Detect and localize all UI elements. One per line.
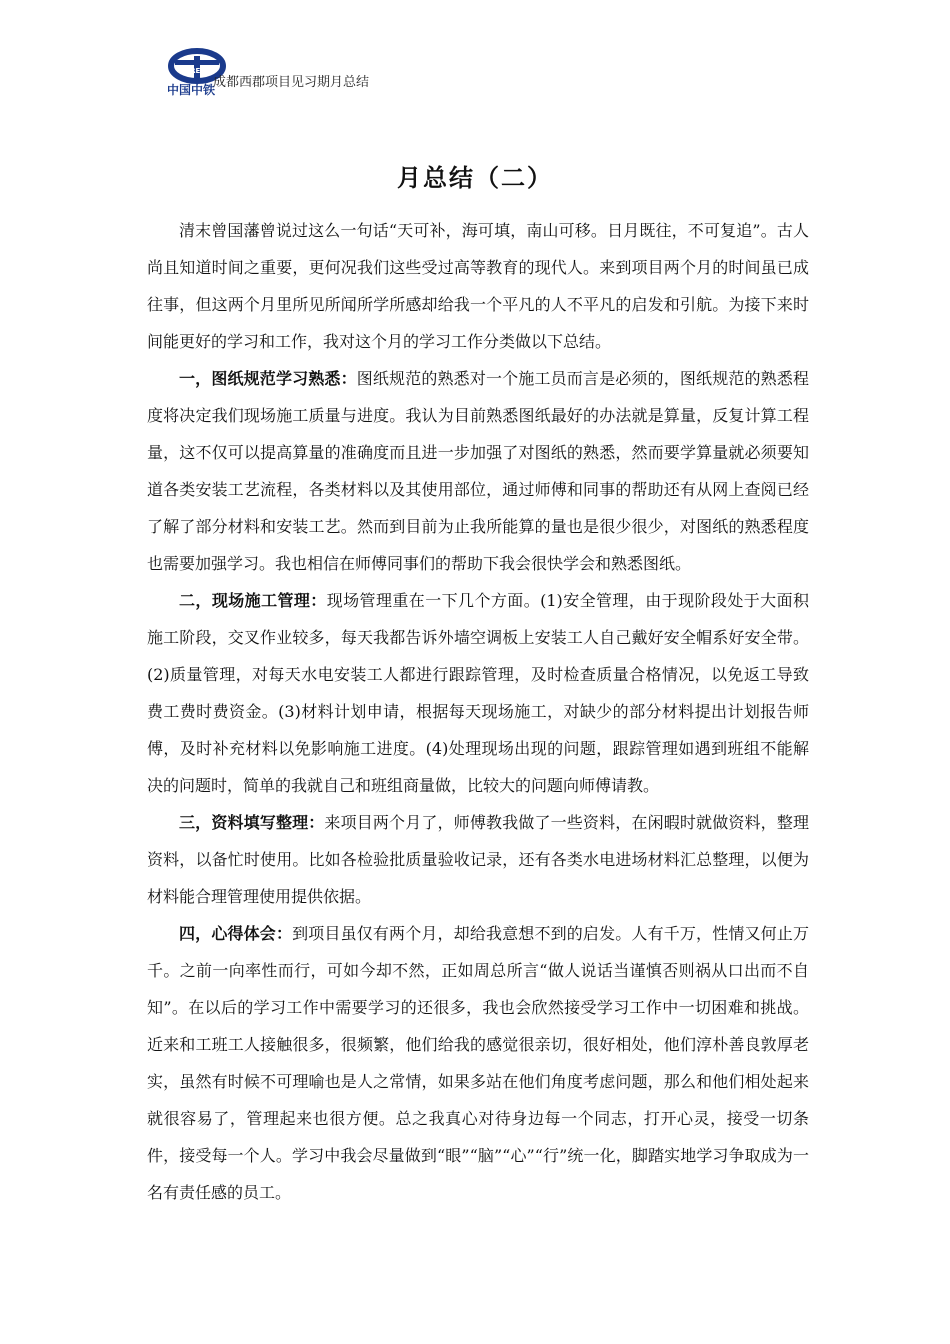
header-doc-label: 成都西郡项目见习期月总结 <box>213 75 370 90</box>
logo-abbr: CREC <box>185 67 206 75</box>
section-text: 来项目两个月了，师傅教我做了一些资料，在闲暇时就做资料，整理资料，以备忙时使用。比如各检验批质量验收记录，还有各类水电进场材料汇总整理，以便为材料能合理管理使用提供依据。 <box>147 813 809 906</box>
section-heading: 二，现场施工管理： <box>179 591 327 610</box>
section-heading: 三，资料填写整理： <box>179 813 325 832</box>
section-heading: 一，图纸规范学习熟悉： <box>179 369 357 388</box>
section-paragraph <box>147 360 809 582</box>
intro-paragraph: 清末曾国藩曾说过这么一句话“天可补，海可填，南山可移。日月既往，不可复追”。古人尚且知道时间之重要，更何况我们这些受过高等教育的现代人。来到项目两个月的时间虽已成往事，但这两个月里所见所闻所学所感却给我一个平凡的人不平凡的启发和引航。为接下来时间能更好的学习和工作，我对这个月的学习工作分类做以下总结。 <box>147 221 809 351</box>
section-text: 现场管理重在一下几个方面。(1)安全管理，由于现阶段处于大面积施工阶段，交叉作业较多，每天我都告诉外墙空调板上安装工人自己戴好安全帽系好安全带。(2)质量管理，对每天水电安装工人都进行跟踪管理，及时检查质量合格情况，以免返工导致费工费时费资金。(3)材料计划申请，根据每天现场施工，对缺少的部分材料提出计划报告师傅，及时补充材料以免影响施工进度。(4)处理现场出现的问题，跟踪管理如遇到班组不能解决的问题时，简单的我就自己和班组商量做，比较大的问题向师傅请教。 <box>147 591 809 795</box>
section-text: 到项目虽仅有两个月，却给我意想不到的启发。人有千万，性情又何止万千。之前一向率性而行，可如今却不然，正如周总所言“做人说话当谨慎否则祸从口出而不自知”。在以后的学习工作中需要学习的还很多，我也会欣然接受学习工作中一切困难和挑战。近来和工班工人接触很多，很频繁，他们给我的感觉很亲切，很好相处，他们淳朴善良敦厚老实，虽然有时候不可理喻也是人之常情，如果多站在他们角度考虑问题，那么和他们相处起来就很容易了，管理起来也很方便。总之我真心对待身边每一个同志，打开心灵，接受一切条件，接受每一个人。学习中我会尽量做到“眼”“脑”“心”“行”统一化，脚踏实地学习争取成为一名有责任感的员工。 <box>147 924 809 1202</box>
page-title: 月总结（二） <box>397 163 553 192</box>
section-paragraph <box>147 804 809 915</box>
document-body <box>147 212 809 1211</box>
page-header <box>165 48 785 100</box>
section-paragraph <box>147 582 809 804</box>
logo-text: 中国中铁 <box>167 83 216 97</box>
section-paragraph <box>147 915 809 1211</box>
section-text: 图纸规范的熟悉对一个施工员而言是必须的，图纸规范的熟悉程度将决定我们现场施工质量与进度。我认为目前熟悉图纸最好的办法就是算量，反复计算工程量，这不仅可以提高算量的准确度而且进一步加强了对图纸的熟悉，然而要学算量就必须要知道各类安装工艺流程，各类材料以及其使用部位，通过师傅和同事的帮助还有从网上查阅已经了解了部分材料和安装工艺。然而到目前为止我所能算的量也是很少很少，对图纸的熟悉程度也需要加强学习。我也相信在师傅同事们的帮助下我会很快学会和熟悉图纸。 <box>147 369 809 573</box>
section-heading: 四，心得体会： <box>179 924 293 943</box>
